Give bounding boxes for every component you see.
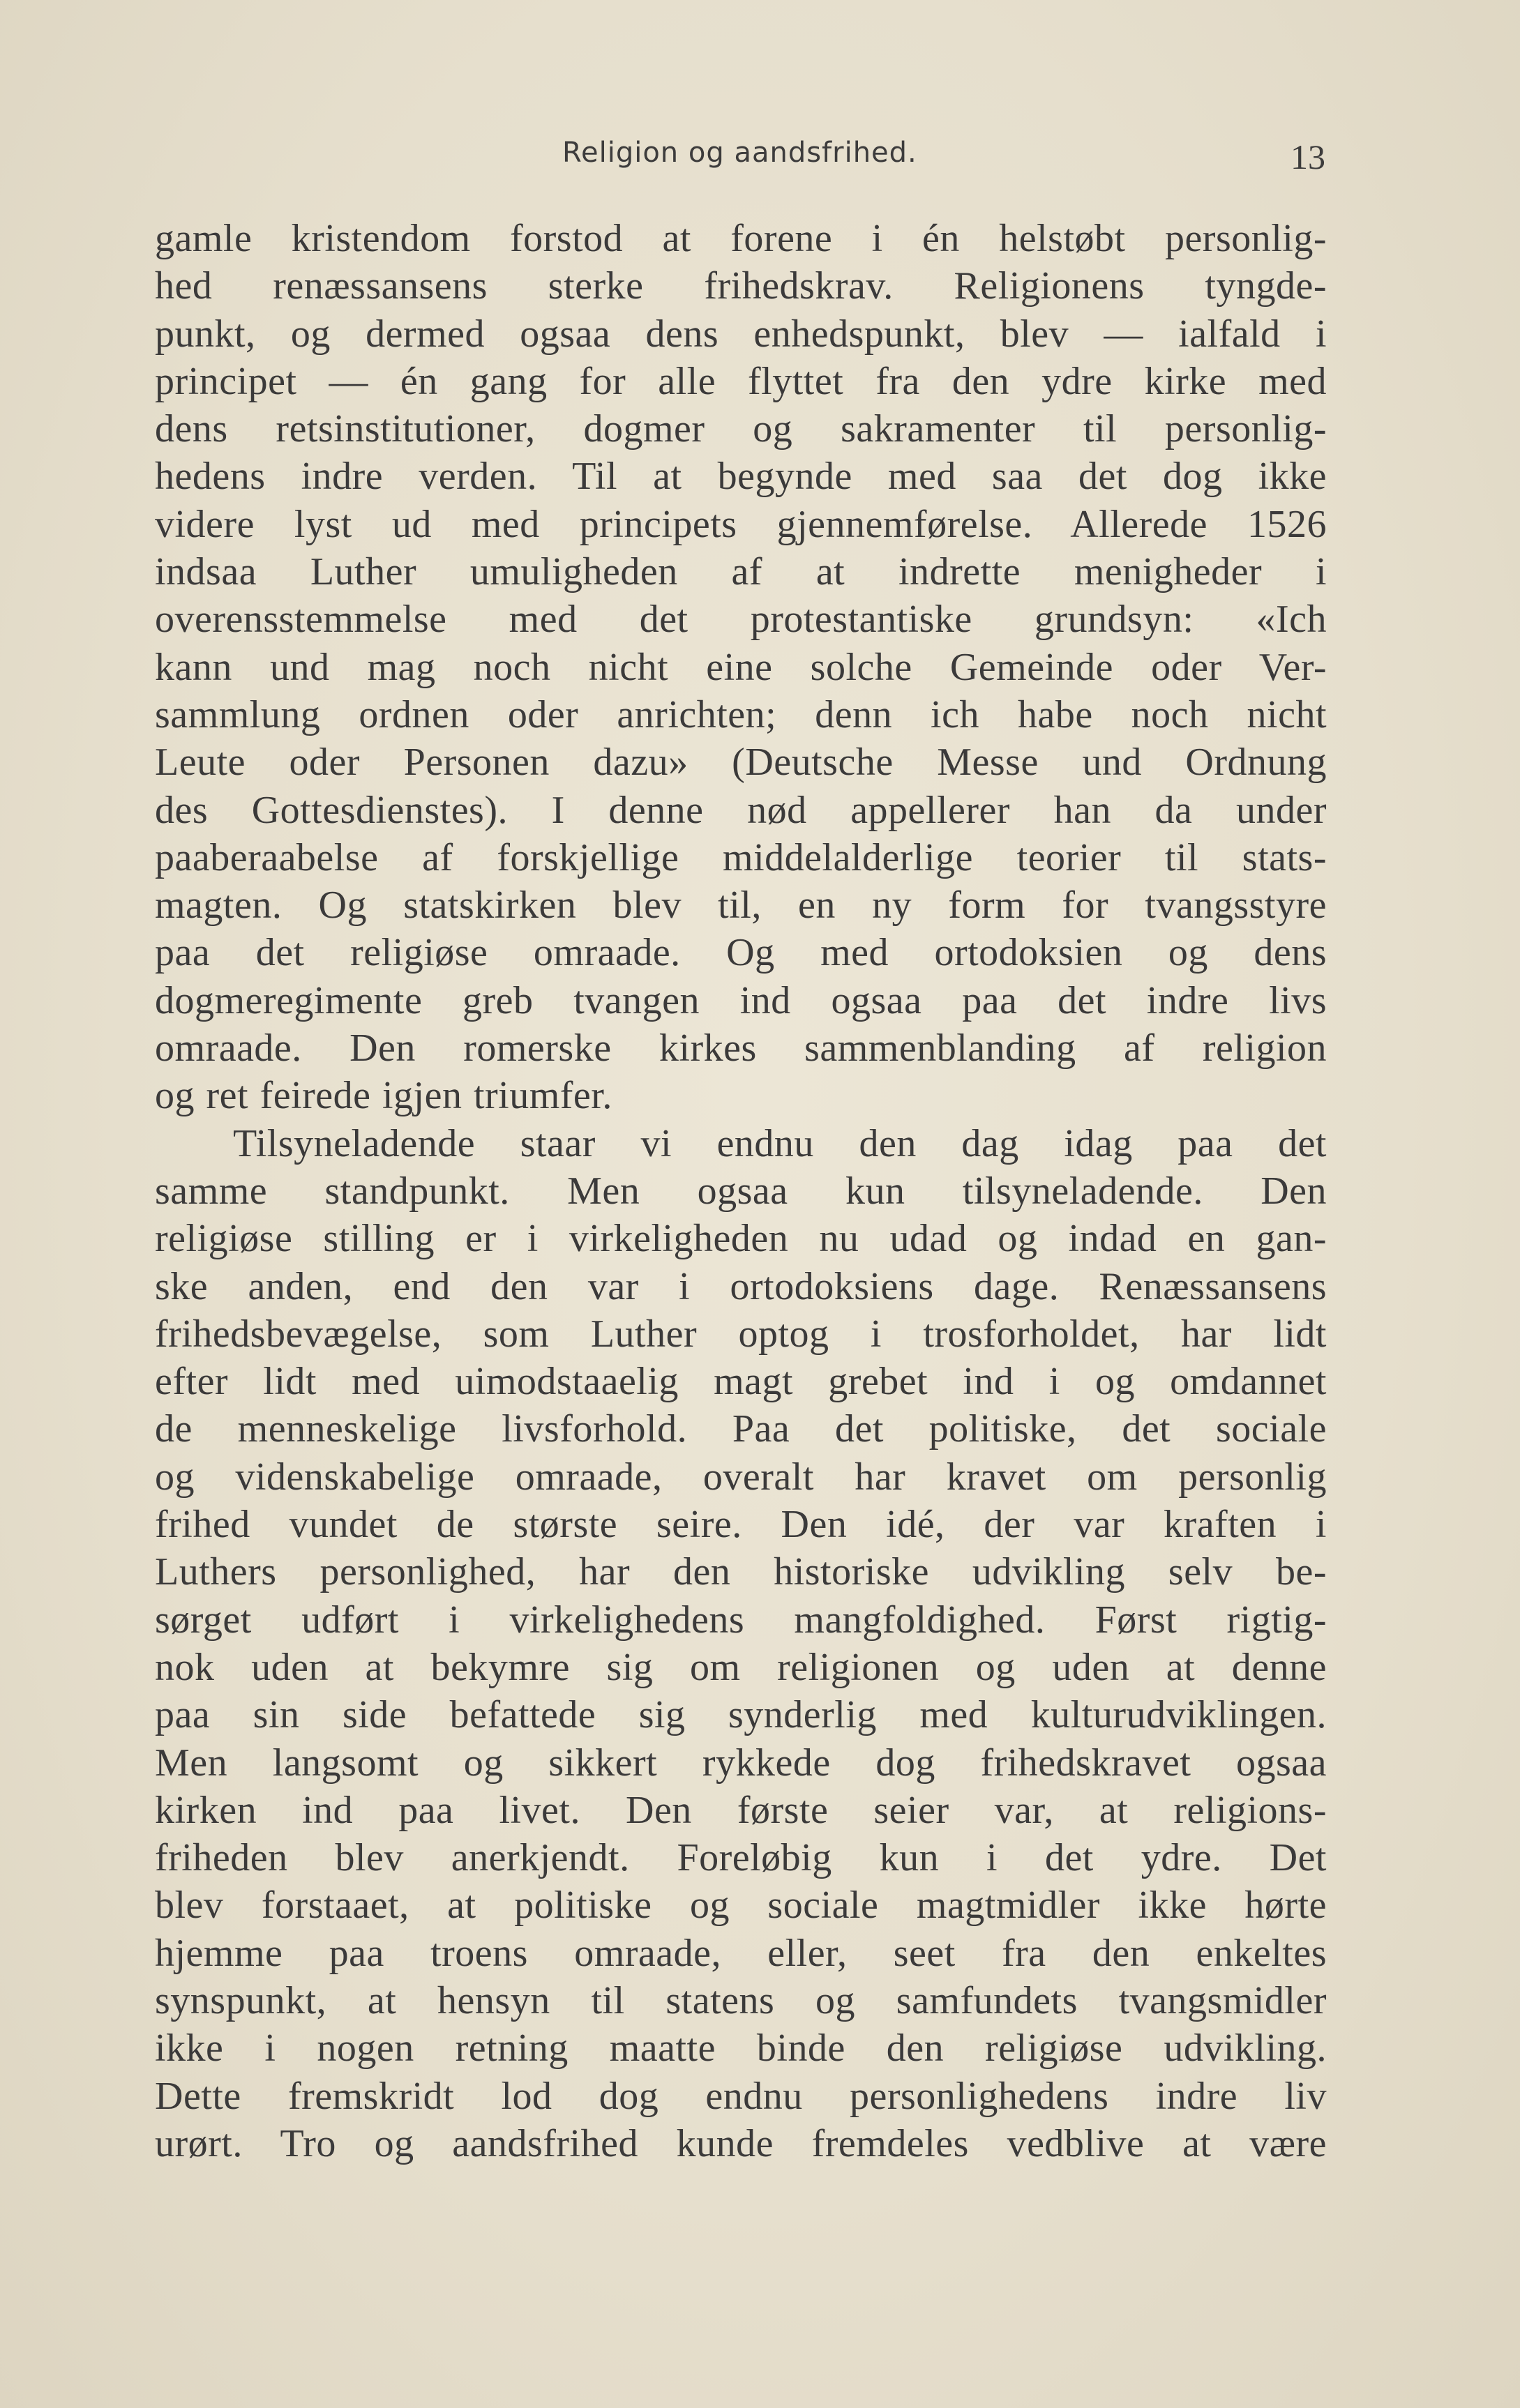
- text-line: sørget udført i virkelighedens mangfoldighed. Først rigtig-: [155, 1598, 1327, 1642]
- text-line: og videnskabelige omraade, overalt har kravet om personlig: [155, 1455, 1327, 1499]
- text-line: indsaa Luther umuligheden af at indrette menigheder i: [155, 550, 1327, 594]
- text-line: kirken ind paa livet. Den første seier var, at religions-: [155, 1788, 1327, 1832]
- text-line: hedens indre verden. Til at begynde med saa det dog ikke: [155, 455, 1327, 499]
- text-line: hjemme paa troens omraade, eller, seet fra den enkeltes: [155, 1931, 1327, 1975]
- page-number: 13: [1291, 137, 1325, 176]
- text-line: ikke i nogen retning maatte binde den religiøse udvikling.: [155, 2027, 1327, 2070]
- text-line: paa det religiøse omraade. Og med ortodoksien og dens: [155, 931, 1327, 975]
- text-line: principet — én gang for alle flyttet fra den ydre kirke med: [155, 359, 1327, 403]
- text-line: ske anden, end den var i ortodoksiens dage. Renæssansens: [155, 1264, 1327, 1308]
- text-line: paa sin side befattede sig synderlig med kulturudviklingen.: [155, 1693, 1327, 1737]
- text-line: kann und mag noch nicht eine solche Gemeinde oder Ver-: [155, 645, 1327, 689]
- text-line: nok uden at bekymre sig om religionen og uden at denne: [155, 1645, 1327, 1689]
- text-line: punkt, og dermed ogsaa dens enhedspunkt, blev — ialfald i: [155, 312, 1327, 356]
- text-line: frihed vundet de største seire. Den idé, der var kraften i: [155, 1503, 1327, 1547]
- text-line: Luthers personlighed, har den historiske udvikling selv be-: [155, 1550, 1327, 1594]
- text-line: blev forstaaet, at politiske og sociale magtmidler ikke hørte: [155, 1884, 1327, 1928]
- text-line: videre lyst ud med principets gjennemførelse. Allerede 1526: [155, 502, 1327, 546]
- running-head: Religion og aandsfrihed.: [562, 137, 917, 169]
- text-line: friheden blev anerkjendt. Foreløbig kun i det ydre. Det: [155, 1836, 1327, 1880]
- text-line: overensstemmelse med det protestantiske grundsyn: «Ich: [155, 598, 1327, 642]
- text-line: omraade. Den romerske kirkes sammenblanding af religion: [155, 1027, 1327, 1070]
- text-line: Dette fremskridt lod dog endnu personlighedens indre liv: [155, 2074, 1327, 2118]
- text-line: des Gottesdienstes). I denne nød appellerer han da under: [155, 788, 1327, 832]
- text-line: samme standpunkt. Men ogsaa kun tilsyneladende. Den: [155, 1169, 1327, 1213]
- text-line: paaberaabelse af forskjellige middelalderlige teorier til stats-: [155, 835, 1327, 879]
- body-text: [155, 215, 1327, 2167]
- text-line: magten. Og statskirken blev til, en ny form for tvangsstyre: [155, 884, 1327, 927]
- text-line: efter lidt med uimodstaaelig magt grebet ind i og omdannet: [155, 1360, 1327, 1404]
- text-line: de menneskelige livsforhold. Paa det politiske, det sociale: [155, 1407, 1327, 1451]
- text-line: dens retsinstitutioner, dogmer og sakramenter til personlig-: [155, 407, 1327, 451]
- text-line: og ret feirede igjen triumfer.: [155, 1074, 612, 1118]
- text-line: Leute oder Personen dazu» (Deutsche Messe und Ordnung: [155, 741, 1327, 785]
- text-line: frihedsbevægelse, som Luther optog i trosforholdet, har lidt: [155, 1312, 1327, 1356]
- text-line: synspunkt, at hensyn til statens og samfundets tvangsmidler: [155, 1978, 1327, 2022]
- text-line: dogmeregimente greb tvangen ind ogsaa paa det indre livs: [155, 978, 1327, 1022]
- text-line: sammlung ordnen oder anrichten; denn ich habe noch nicht: [155, 692, 1327, 736]
- text-line: hed renæssansens sterke frihedskrav. Religionens tyngde-: [155, 264, 1327, 308]
- text-line-paragraph-start: Tilsyneladende staar vi endnu den dag idag paa det: [233, 1121, 1327, 1165]
- text-line: religiøse stilling er i virkeligheden nu udad og indad en gan-: [155, 1217, 1327, 1261]
- text-line: gamle kristendom forstod at forene i én helstøbt personlig-: [155, 217, 1327, 260]
- text-line: urørt. Tro og aandsfrihed kunde fremdeles vedblive at være: [155, 2121, 1327, 2165]
- text-line: Men langsomt og sikkert rykkede dog frihedskravet ogsaa: [155, 1741, 1327, 1785]
